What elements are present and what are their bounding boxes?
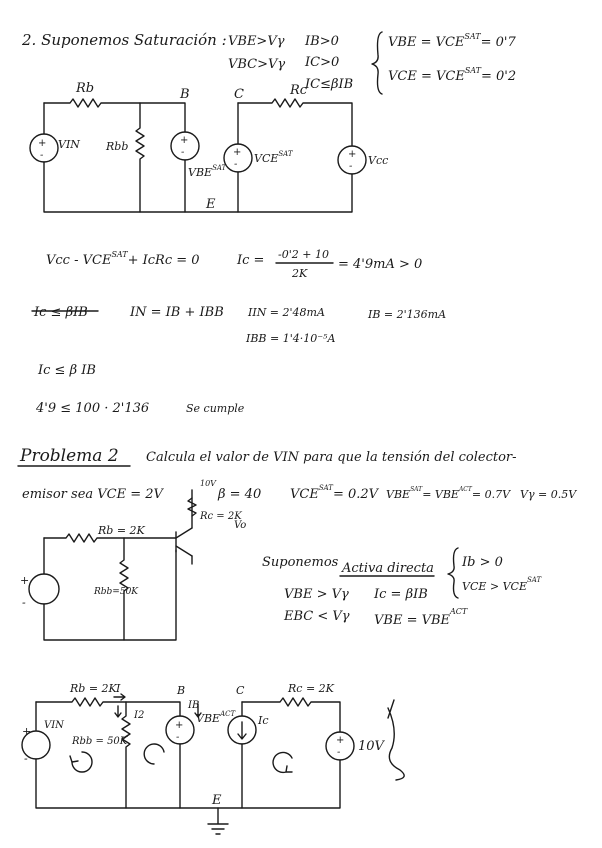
ibb-value: IBB = 1'4·10⁻⁵A xyxy=(246,332,336,345)
svg-text:+: + xyxy=(348,149,357,160)
label3-ib: IB xyxy=(188,700,200,711)
label3-ic: Ic xyxy=(258,714,269,727)
label3-i2: I2 xyxy=(134,710,145,721)
label3-rb: Rb = 2K xyxy=(70,682,117,695)
scribble-mark xyxy=(388,700,404,780)
label-vo: Vo xyxy=(234,520,247,531)
assume-vbe: VBE > Vγ xyxy=(284,587,349,602)
label-vce-sat: $VCE^{SAT}$ xyxy=(254,150,293,165)
circuit-saturation xyxy=(30,81,388,212)
beta-value: β = 40 xyxy=(218,487,262,502)
ib-value: IB = 2'136mA xyxy=(368,308,447,321)
assume-cond-ib: Ib > 0 xyxy=(462,555,503,570)
assume-heading: Suponemos xyxy=(262,555,339,570)
assume-mode: Activa directa xyxy=(342,561,434,576)
label-vbe-sat: $VBE^{SAT}$ xyxy=(188,164,227,179)
vgamma-value: Vγ = 0.5V xyxy=(520,488,577,501)
label-b: B xyxy=(180,87,190,102)
label-rb-2k: Rb = 2K xyxy=(98,524,145,537)
label3-b: B xyxy=(177,684,186,697)
current-sum: IN = IB + IBB xyxy=(130,305,224,320)
circuit-problem-2 xyxy=(20,490,246,640)
label3-vin: VIN xyxy=(44,720,64,731)
vcc-10v-small: 10V xyxy=(200,479,216,488)
ic-denominator: 2K xyxy=(292,267,308,280)
problem-2-statement-1: Calcula el valor de VIN para que la tensión del colector- xyxy=(146,450,517,465)
svg-text:+: + xyxy=(336,735,345,746)
label3-vbe-act: $VBE^{ACT}$ xyxy=(196,710,236,725)
assume-ebc: EBC < Vγ xyxy=(284,609,350,624)
label-vin: VIN xyxy=(58,138,80,151)
cond-vbc: VBC>Vγ xyxy=(228,57,286,72)
ic-beta-condition: Ic ≤ β IB xyxy=(38,363,96,378)
label-rb: Rb xyxy=(76,81,95,96)
brace-1 xyxy=(372,32,382,94)
eq-vbe-sat: VBE = $VCE^{SAT}= 0'7$ xyxy=(388,32,516,50)
label-rbb-50k: Rbb=50K xyxy=(94,587,139,597)
label-c: C xyxy=(234,87,244,102)
eq-vce-sat: VCE = $VCE^{SAT}= 0'2$ xyxy=(388,66,517,84)
svg-text:-: - xyxy=(24,752,28,765)
heading-saturation: 2. Suponemos Saturación : xyxy=(22,31,227,49)
svg-text:-: - xyxy=(181,147,185,158)
vin-source-2 xyxy=(29,574,59,604)
label-rbb: Rbb xyxy=(106,140,129,153)
label-rc: Rc xyxy=(290,83,308,98)
label3-e: E xyxy=(212,793,222,808)
assume-cond-vce: VCE > $VCE^{SAT}$ xyxy=(462,576,542,593)
circuit-active xyxy=(22,682,404,834)
ground-icon xyxy=(208,808,228,834)
label3-rc: Rc = 2K xyxy=(288,682,334,695)
svg-text:+: + xyxy=(20,574,30,587)
iin-value: IIN = 2'48mA xyxy=(248,306,325,319)
rc-resistor-wire xyxy=(238,99,352,146)
mesh-arrow-3 xyxy=(273,752,292,772)
label3-10v: 10V xyxy=(358,739,384,754)
assume-vbe-act: VBE = $VBE^{ACT}$ xyxy=(374,607,468,628)
svg-text:-: - xyxy=(349,161,353,172)
svg-text:-: - xyxy=(234,159,238,170)
mesh-arrow-2 xyxy=(144,744,164,764)
struck-condition: Ic ≤ βIB xyxy=(34,305,88,320)
svg-text:-: - xyxy=(22,596,26,609)
svg-text:-: - xyxy=(40,150,44,161)
label-e: E xyxy=(206,197,216,212)
problem-2-statement-2: emisor sea VCE = 2V xyxy=(22,487,163,502)
label3-i: I xyxy=(116,682,121,695)
check-note: Se cumple xyxy=(186,402,245,415)
label3-c: C xyxy=(236,684,245,697)
rbb-resistor xyxy=(136,103,144,212)
vbe-sat-act: $VBE^{SAT}= VBE^{ACT}= 0.7V$ xyxy=(386,486,511,501)
svg-text:+: + xyxy=(22,725,32,738)
cond-ib: IB>0 xyxy=(305,34,339,49)
problem-2-title: Problema 2 xyxy=(20,446,119,466)
check-inequality: 4'9 ≤ 100 · 2'136 xyxy=(36,401,150,416)
cond-ic: IC>0 xyxy=(305,55,340,70)
rbb-resistor-3 xyxy=(122,702,130,808)
ic-label: Ic = xyxy=(237,253,265,268)
svg-text:+: + xyxy=(233,147,242,158)
assume-ic: Ic = βIB xyxy=(374,587,428,602)
svg-text:-: - xyxy=(337,747,341,758)
svg-text:+: + xyxy=(38,138,47,149)
kvl-equation: Vcc - $VCE^{SAT}+$ IcRc = 0 xyxy=(46,250,200,268)
svg-text:+: + xyxy=(175,720,184,731)
svg-text:+: + xyxy=(180,135,189,146)
ic-numerator: -0'2 + 10 xyxy=(278,248,329,261)
rb-resistor-wire xyxy=(44,99,185,132)
svg-text:-: - xyxy=(176,732,180,743)
label3-rbb: Rbb = 50K xyxy=(72,736,128,747)
label-rc-2k: Rc = 2K xyxy=(200,511,242,522)
cond-ic-beta: IC≤βIB xyxy=(305,77,354,92)
label-vcc: Vcc xyxy=(368,154,389,167)
cond-vbe: VBE>Vγ xyxy=(228,34,285,49)
ic-result: = 4'9mA > 0 xyxy=(338,257,423,272)
vce-sat-value: $VCE^{SAT}= 0.2V$ xyxy=(290,484,379,502)
